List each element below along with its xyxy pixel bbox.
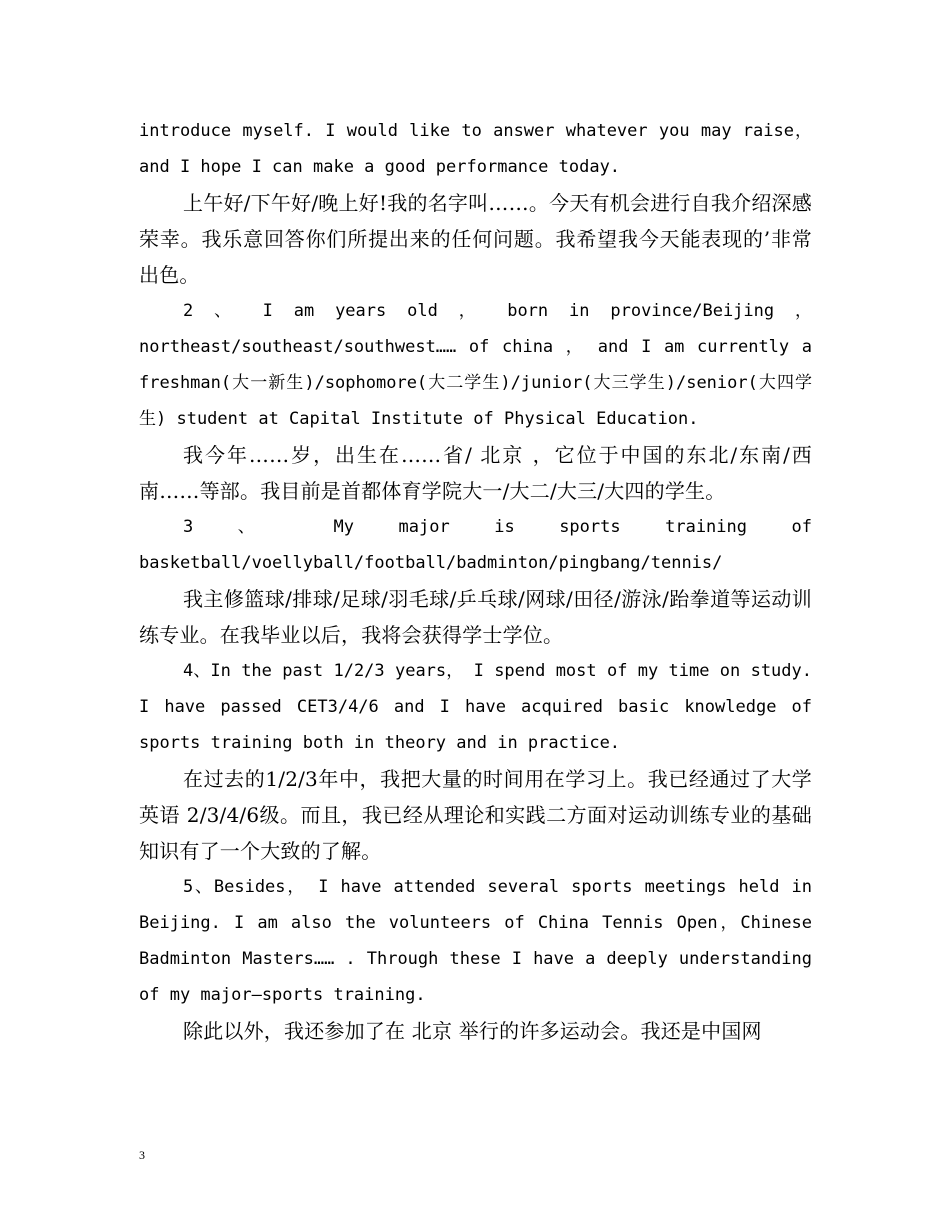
paragraph-en-activities: 5、Besides， I have attended several sports meetings held in Beijing. I am also the volunteers of China Tennis Open，Chinese Badminton Masters…… . Through these I have a deeply understanding of my major—sports training. xyxy=(139,877,812,1005)
paragraph-zh-age-origin: 我今年……岁，出生在……省/ 北京 ，它位于中国的东北/东南/西南……等部。我目前是首都体育学院大一/大二/大三/大四的学生。 xyxy=(139,443,812,503)
document-body xyxy=(139,113,812,1049)
paragraph-zh-greeting: 上午好/下午好/晚上好!我的名字叫……。今天有机会进行自我介绍深感荣幸。我乐意回答你们所提出来的任何问题。我希望我今天能表现的’非常出色。 xyxy=(139,191,812,287)
paragraph-zh-study: 在过去的1/2/3年中，我把大量的时间用在学习上。我已经通过了大学 英语 2/3/4/6级。而且，我已经从理论和实践二方面对运动训练专业的基础知识有了一个大致的了解。 xyxy=(139,767,812,863)
paragraph-en-intro-tail: introduce myself. I would like to answer whatever you may raise， and I hope I can make a good performance today. xyxy=(139,121,812,177)
paragraph-zh-major: 我主修篮球/排球/足球/羽毛球/乒乓球/网球/田径/游泳/跆拳道等运动训练专业。在我毕业以后，我将会获得学士学位。 xyxy=(139,587,812,647)
paragraph-en-study: 4、In the past 1/2/3 years， I spend most of my time on study. I have passed CET3/4/6 and I have acquired basic knowledge of sports training both in theory and in practice. xyxy=(139,661,812,753)
paragraph-en-age-origin: 2 、 I am years old ， born in province/Beijing ， northeast/southeast/southwest…… of china ， and I am currently a freshman(大一新生)/sophomore(大二学生)/junior(大三学生)/senior(大四学生) student at Capital Institute of Physical Education. xyxy=(139,301,812,429)
page-number: 3 xyxy=(139,1148,145,1162)
paragraph-en-major: 3 、 My major is sports training of basketball/voellyball/football/badminton/pingbang/tennis/ xyxy=(139,517,812,573)
paragraph-zh-activities: 除此以外，我还参加了在 北京 举行的许多运动会。我还是中国网 xyxy=(183,1019,762,1043)
